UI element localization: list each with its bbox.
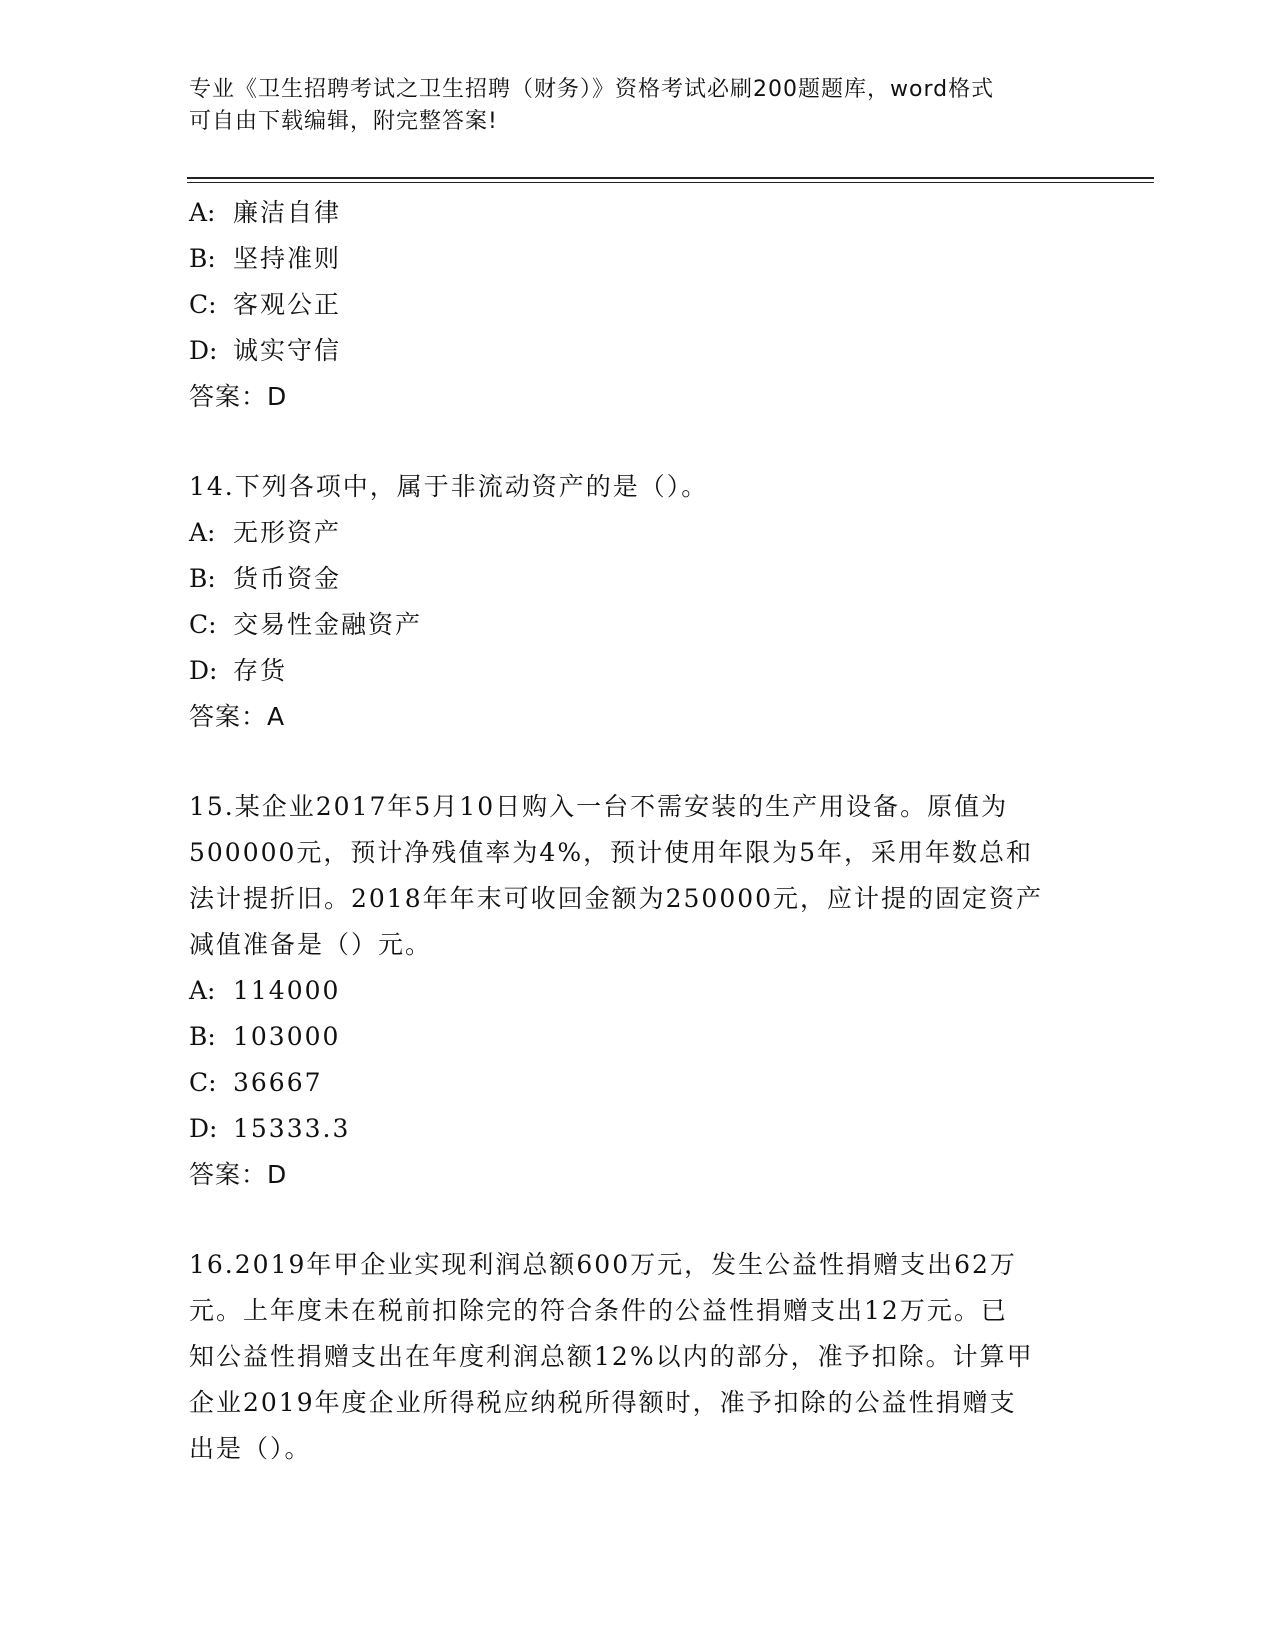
stem-line: 知公益性捐赠支出在年度利润总额12%以内的部分，准予扣除。计算甲 <box>189 1342 1034 1371</box>
option-text: 坚持准则 <box>233 244 342 273</box>
stem-line: 15.某企业2017年5月10日购入一台不需安装的生产用设备。原值为 <box>189 792 1009 821</box>
option-key: A: <box>189 198 216 227</box>
option-d <box>189 1106 1089 1152</box>
header-line-2: 可自由下载编辑，附完整答案! <box>189 109 498 134</box>
option-d <box>189 328 1089 374</box>
option-text: 货币资金 <box>233 564 342 593</box>
stem-line: 500000元，预计净残值率为4%，预计使用年限为5年，采用年数总和 <box>189 838 1034 867</box>
option-key: D: <box>189 336 218 365</box>
header-line-1: 专业《卫生招聘考试之卫生招聘（财务）》资格考试必刷200题题库，word格式 <box>189 77 995 102</box>
stem-line: 元。上年度未在税前扣除完的符合条件的公益性捐赠支出12万元。已 <box>189 1296 1008 1325</box>
option-key: B: <box>189 1022 216 1051</box>
document-header <box>189 74 1069 138</box>
option-d <box>189 648 1089 694</box>
option-a <box>189 968 1089 1014</box>
spacer <box>189 420 1089 464</box>
header-divider-thin <box>187 182 1154 183</box>
answer-line: 答案：D <box>189 1160 288 1189</box>
option-text: 无形资产 <box>233 518 342 547</box>
answer-line: 答案：D <box>189 382 288 411</box>
option-key: B: <box>189 244 216 273</box>
option-c <box>189 602 1089 648</box>
question-stem <box>189 1242 1069 1472</box>
option-text: 存货 <box>233 656 288 685</box>
option-a <box>189 190 1089 236</box>
option-key: D: <box>189 656 218 685</box>
option-text: 114000 <box>233 976 341 1005</box>
stem-line: 企业2019年度企业所得税应纳税所得额时，准予扣除的公益性捐赠支 <box>189 1388 1017 1417</box>
option-a <box>189 510 1089 556</box>
question-14 <box>189 464 1089 740</box>
option-text: 廉洁自律 <box>233 198 342 227</box>
option-key: C: <box>189 290 217 319</box>
option-c <box>189 1060 1089 1106</box>
question-stem: 14.下列各项中，属于非流动资产的是（）。 <box>189 472 709 501</box>
option-text: 36667 <box>233 1068 323 1097</box>
option-c <box>189 282 1089 328</box>
option-text: 103000 <box>233 1022 341 1051</box>
option-b <box>189 1014 1089 1060</box>
option-key: C: <box>189 1068 217 1097</box>
option-key: A: <box>189 518 216 547</box>
option-key: D: <box>189 1114 218 1143</box>
option-key: A: <box>189 976 216 1005</box>
question-stem <box>189 784 1069 968</box>
option-text: 15333.3 <box>233 1114 351 1143</box>
stem-line: 法计提折旧。2018年年末可收回金额为250000元，应计提的固定资产 <box>189 884 1044 913</box>
stem-line: 16.2019年甲企业实现利润总额600万元，发生公益性捐赠支出62万 <box>189 1250 1017 1279</box>
header-divider-thick <box>187 177 1154 179</box>
option-text: 客观公正 <box>233 290 342 319</box>
spacer <box>189 1198 1089 1242</box>
stem-line: 减值准备是（）元。 <box>189 930 433 959</box>
option-key: C: <box>189 610 217 639</box>
spacer <box>189 740 1089 784</box>
option-text: 诚实守信 <box>233 336 342 365</box>
answer-line: 答案：A <box>189 702 286 731</box>
question-13 <box>189 190 1089 420</box>
option-b <box>189 236 1089 282</box>
question-15 <box>189 784 1089 1198</box>
option-b <box>189 556 1089 602</box>
option-text: 交易性金融资产 <box>233 610 423 639</box>
option-key: B: <box>189 564 216 593</box>
question-16 <box>189 1242 1089 1472</box>
stem-line: 出是（）。 <box>189 1434 312 1463</box>
question-content <box>189 190 1089 1472</box>
